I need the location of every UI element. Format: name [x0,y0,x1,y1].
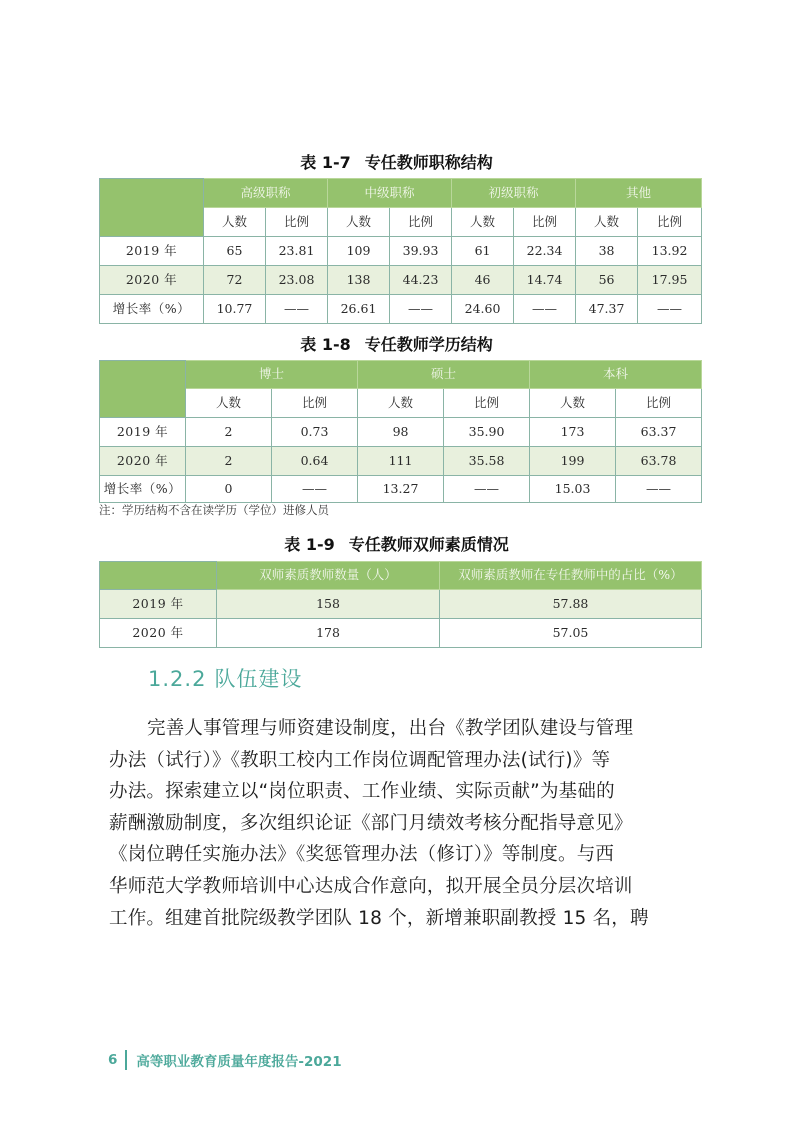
paragraph-line: 《岗位聘任实施办法》《奖惩管理办法（修订）》等制度。与西 [109,844,615,866]
sub-header: 人数 [186,389,272,418]
table-cell: 199 [530,447,616,476]
body-paragraph [109,713,697,934]
table-row [100,266,702,295]
group-header: 初级职称 [452,179,576,208]
table-cell: 109 [328,237,390,266]
table-cell: 38 [576,237,638,266]
table-row [100,295,702,324]
table-1-9-dual-qualified [99,561,702,648]
paragraph-line: 薪酬激励制度，多次组织论证《部门月绩效考核分配指导意见》 [109,812,633,834]
sub-header: 人数 [452,208,514,237]
sub-header: 比例 [272,389,358,418]
table-cell: —— [266,295,328,324]
group-header: 高级职称 [204,179,328,208]
row-label: 2020 年 [100,447,186,476]
table-cell: 65 [204,237,266,266]
table-cell: 22.34 [514,237,576,266]
paragraph-line: 完善人事管理与师资建设制度，出台《教学团队建设与管理 [147,718,634,739]
table-label: 表 1-8 [300,335,351,354]
table-cell: 44.23 [390,266,452,295]
table-cell: —— [444,476,530,503]
section-number: 1.2.2 [148,667,207,691]
corner-cell [100,179,204,237]
table-1-7-caption [0,153,793,173]
paragraph-line: 华师范大学教师培训中心达成合作意向，拟开展全员分层次培训 [109,875,633,897]
table-cell: 23.81 [266,237,328,266]
footer-title: 高等职业教育质量年度报告-2021 [136,1054,342,1070]
table-cell: —— [390,295,452,324]
column-header: 双师素质教师数量（人） [217,562,440,590]
table-cell: 23.08 [266,266,328,295]
table-cell: —— [514,295,576,324]
table-cell: 57.88 [440,590,702,619]
table-cell: 63.78 [616,447,702,476]
paragraph-line: 办法（试行）》《教职工校内工作岗位调配管理办法(试行)》等 [109,749,611,771]
table-cell: 138 [328,266,390,295]
table-cell: 173 [530,418,616,447]
table-row [100,619,702,648]
sub-header: 比例 [514,208,576,237]
table-cell: 47.37 [576,295,638,324]
group-header: 中级职称 [328,179,452,208]
table-cell: 57.05 [440,619,702,648]
section-heading [148,663,302,693]
sub-header: 人数 [328,208,390,237]
table-cell: —— [272,476,358,503]
table-cell: 111 [358,447,444,476]
table-cell: 0 [186,476,272,503]
section-title: 队伍建设 [214,667,303,691]
table-1-8-caption [0,335,793,355]
table-cell: 2 [186,418,272,447]
column-header: 双师素质教师在专任教师中的占比（%） [440,562,702,590]
row-label: 增长率（%） [100,295,204,324]
table-cell: 2 [186,447,272,476]
sub-header: 人数 [576,208,638,237]
table-row [100,476,702,503]
table-cell: 56 [576,266,638,295]
table-label: 表 1-9 [284,535,335,554]
corner-cell [100,361,186,418]
table-label: 表 1-7 [300,153,351,172]
sub-header: 人数 [204,208,266,237]
page-number: 6 [108,1052,118,1068]
paragraph-line: 工作。组建首批院级教学团队 18 个，新增兼职副教授 15 名，聘 [109,907,649,929]
table-row [100,418,702,447]
table-cell: 63.37 [616,418,702,447]
table-row [100,447,702,476]
table-cell: 26.61 [328,295,390,324]
table-cell: 35.90 [444,418,530,447]
row-label: 2019 年 [100,590,217,619]
table-cell: —— [638,295,702,324]
row-label: 2019 年 [100,418,186,447]
table-1-7-title-structure [99,178,702,324]
table-cell: 17.95 [638,266,702,295]
table-cell: 15.03 [530,476,616,503]
table-cell: 13.27 [358,476,444,503]
table-cell: —— [616,476,702,503]
sub-header: 比例 [444,389,530,418]
table-cell: 158 [217,590,440,619]
sub-header: 比例 [616,389,702,418]
table-1-8-education-structure [99,360,702,503]
table-cell: 14.74 [514,266,576,295]
table-1-9-caption [0,535,793,555]
table-cell: 0.64 [272,447,358,476]
table-cell: 24.60 [452,295,514,324]
table-cell: 13.92 [638,237,702,266]
group-header: 博士 [186,361,358,389]
sub-header: 人数 [530,389,616,418]
footer-divider [125,1050,127,1070]
sub-header: 比例 [266,208,328,237]
table-cell: 39.93 [390,237,452,266]
table-cell: 35.58 [444,447,530,476]
table-title: 专任教师职称结构 [364,153,493,172]
row-label: 2019 年 [100,237,204,266]
table-note: 注：学历结构不含在读学历（学位）进修人员 [99,503,329,517]
table-cell: 98 [358,418,444,447]
table-cell: 178 [217,619,440,648]
table-cell: 10.77 [204,295,266,324]
table-cell: 61 [452,237,514,266]
row-label: 2020 年 [100,619,217,648]
table-cell: 46 [452,266,514,295]
group-header: 其他 [576,179,702,208]
table-row [100,590,702,619]
table-cell: 0.73 [272,418,358,447]
table-cell: 72 [204,266,266,295]
table-title: 专任教师双师素质情况 [348,535,509,554]
corner-cell [100,562,217,590]
row-label: 2020 年 [100,266,204,295]
group-header: 硕士 [358,361,530,389]
page-footer [108,1050,342,1070]
table-title: 专任教师学历结构 [364,335,493,354]
table-row [100,237,702,266]
sub-header: 人数 [358,389,444,418]
group-header: 本科 [530,361,702,389]
row-label: 增长率（%） [100,476,186,503]
sub-header: 比例 [390,208,452,237]
paragraph-line: 办法。探索建立以“岗位职责、工作业绩、实际贡献”为基础的 [109,781,615,803]
sub-header: 比例 [638,208,702,237]
